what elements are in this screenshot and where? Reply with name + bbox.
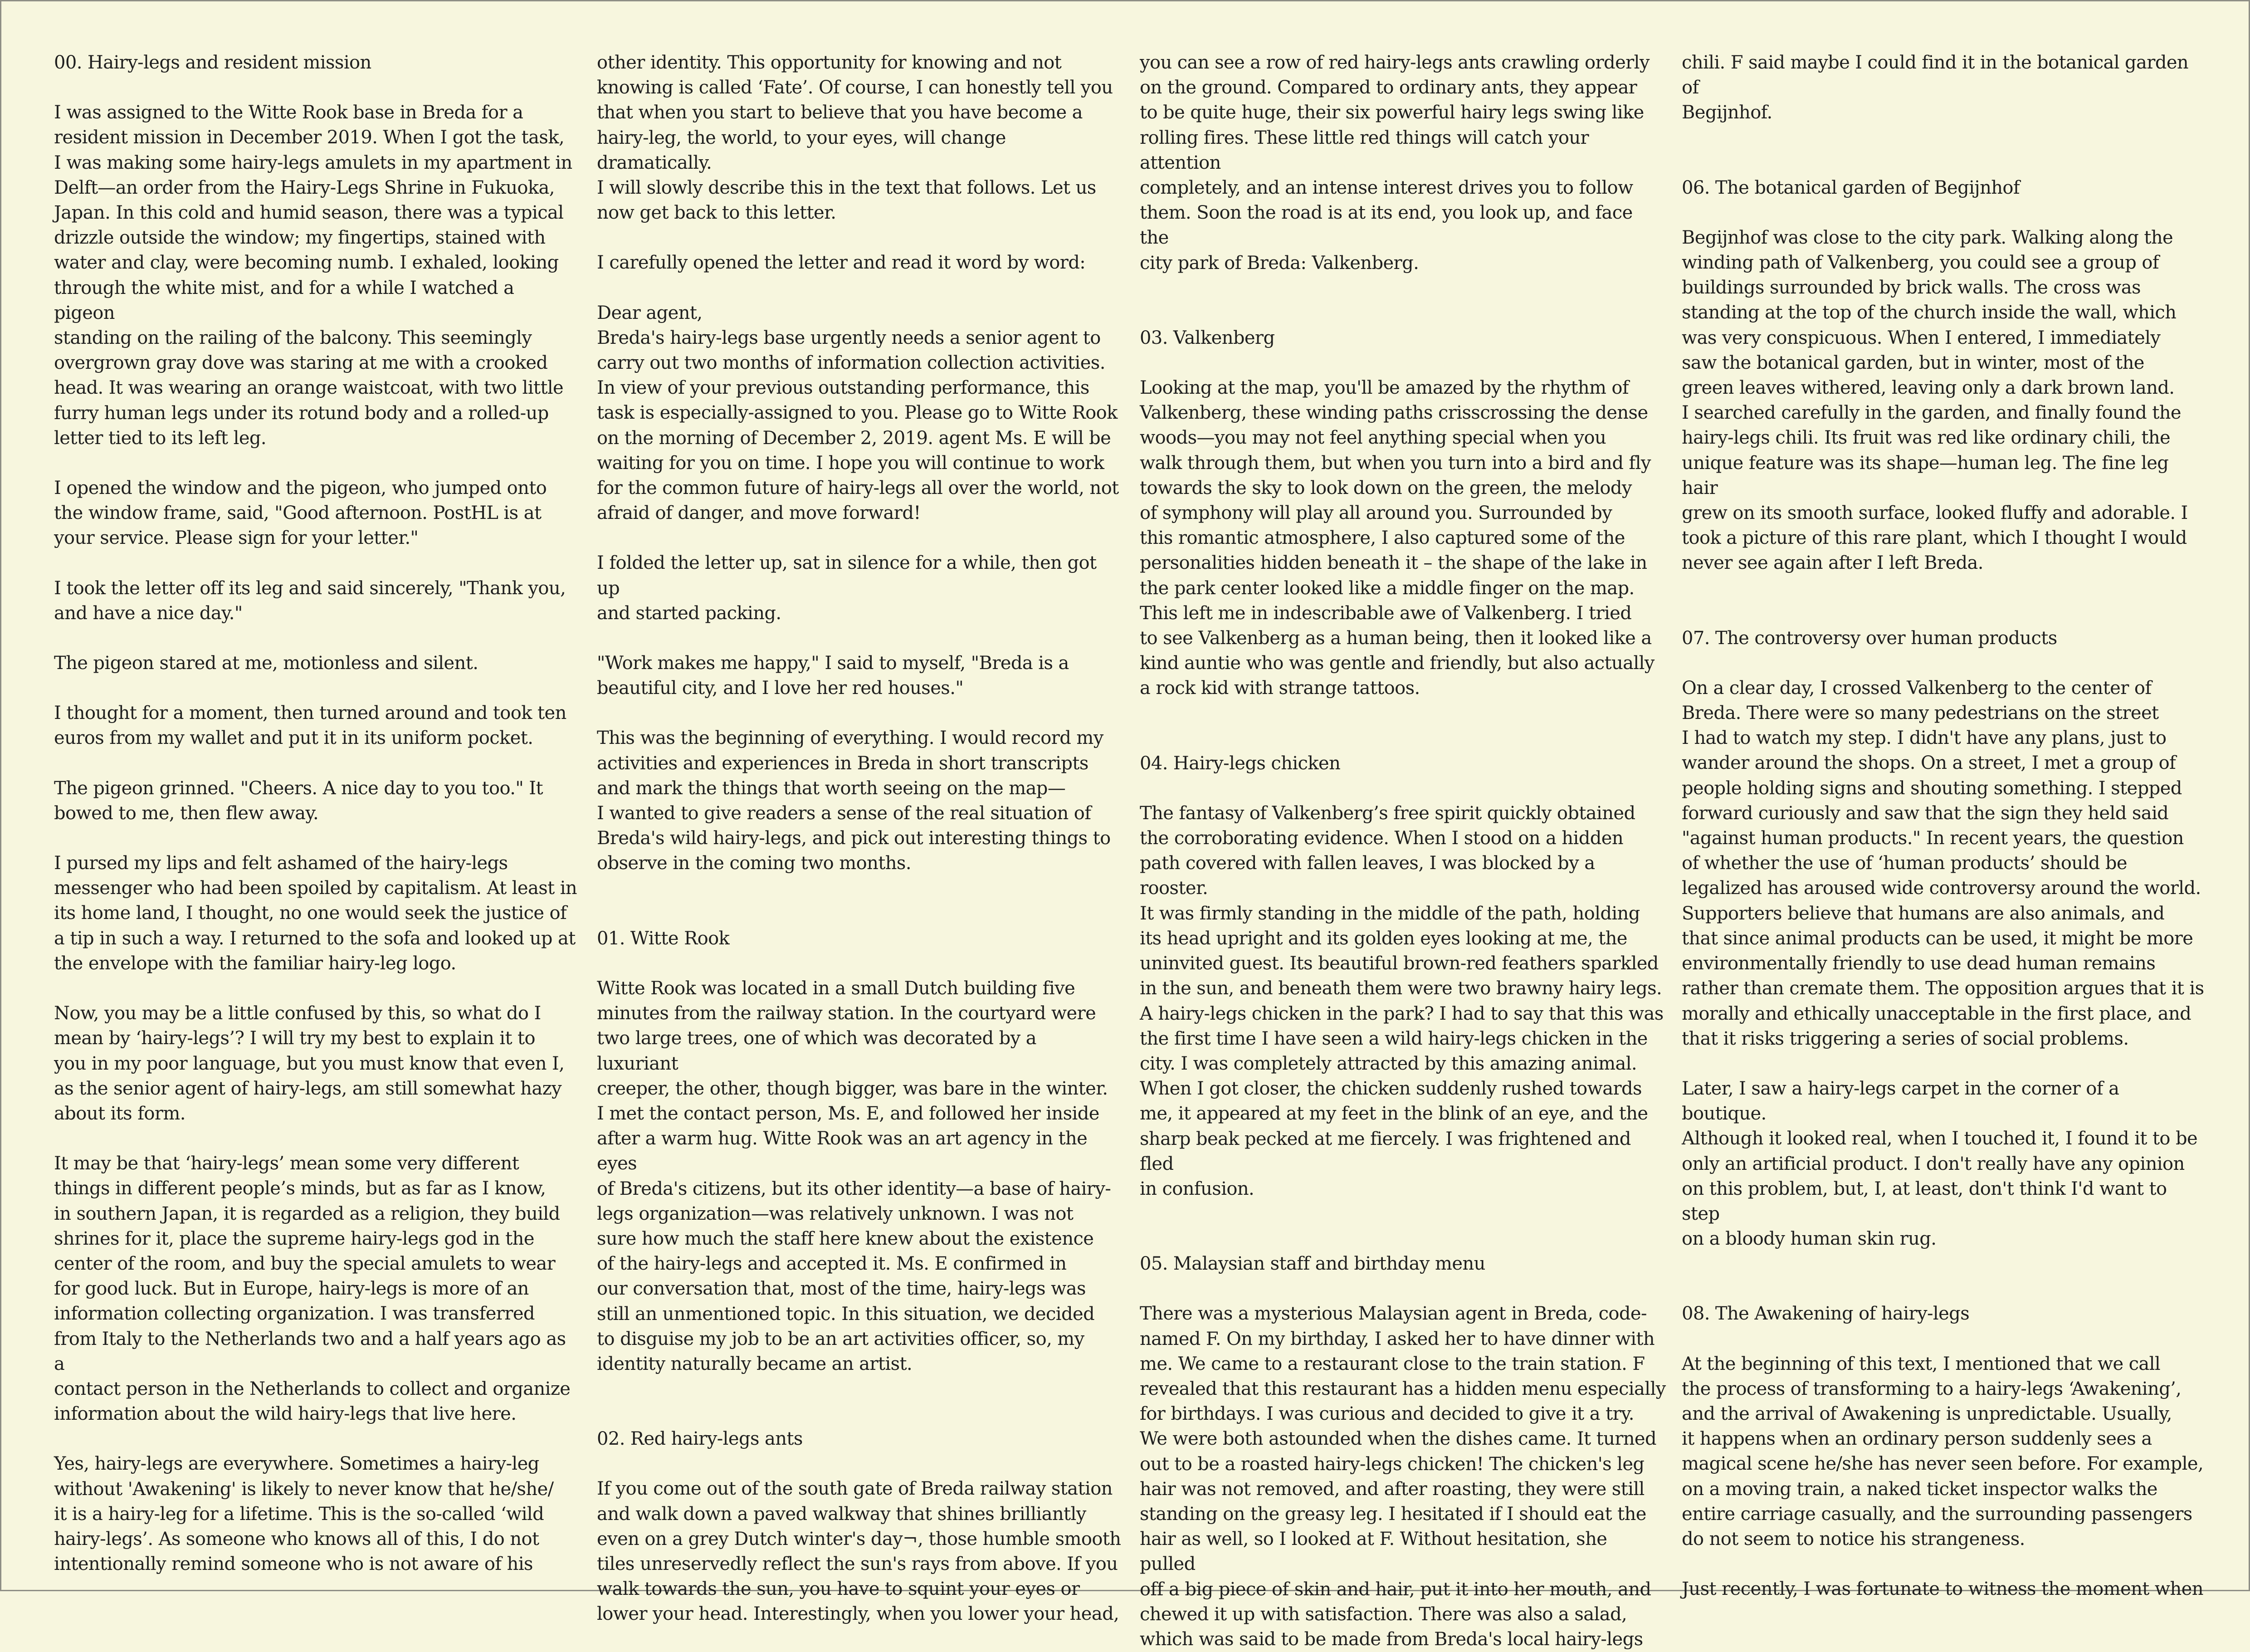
paragraph (54, 1452, 580, 1577)
text-line: When I got closer, the chicken suddenly rushed towards (1140, 1078, 1642, 1100)
text-line: woods—you may not feel anything special when you (1140, 427, 1606, 449)
text-line: its home land, I thought, no one would seek the justice of (54, 903, 567, 924)
text-line: me, it appeared at my feet in the blink of an eye, and the (1140, 1103, 1648, 1124)
text-line: Witte Rook was located in a small Dutch building five (597, 978, 1075, 999)
text-line: center of the room, and buy the special amulets to wear (54, 1253, 556, 1274)
text-line: after a warm hug. Witte Rook was an art agency in the eyes (597, 1128, 1088, 1174)
paragraph (1682, 1076, 2208, 1251)
text-line: even on a grey Dutch winter's day¬, those humble smooth (597, 1528, 1121, 1549)
text-line: standing at the top of the church inside the wall, which (1682, 302, 2177, 323)
text-line: This left me in indescribable awe of Valkenberg. I tried (1140, 602, 1632, 624)
paragraph (54, 851, 580, 976)
text-line: named F. On my birthday, I asked her to have dinner with (1140, 1328, 1655, 1349)
text-line: I folded the letter up, sat in silence for a while, then got up (597, 552, 1097, 599)
text-line: drizzle outside the window; my fingertips, stained with (54, 227, 546, 249)
text-line: Yes, hairy-legs are everywhere. Sometimes a hairy-leg (54, 1453, 539, 1475)
text-line: uninvited guest. Its beautiful brown-red feathers sparkled (1140, 953, 1659, 974)
text-line: We were both astounded when the dishes came. It turned (1140, 1428, 1656, 1450)
text-line: standing on the greasy leg. I hesitated if I should eat the (1140, 1503, 1646, 1525)
text-line: I pursed my lips and felt ashamed of the hairy-legs (54, 853, 508, 874)
text-line: and walk down a paved walkway that shines brilliantly (597, 1503, 1086, 1525)
text-column-3 (1140, 50, 1666, 1652)
text-line: a rock kid with strange tattoos. (1140, 678, 1420, 699)
paragraph (1140, 50, 1666, 276)
text-line: hairy-legs’. As someone who knows all of this, I do not (54, 1528, 539, 1549)
text-line: this romantic atmosphere, I also captured some of the (1140, 528, 1625, 549)
text-line: in southern Japan, it is regarded as a religion, they build (54, 1203, 560, 1224)
text-line: Japan. In this cold and humid season, there was a typical (54, 202, 564, 224)
text-line: identity naturally became an artist. (597, 1353, 913, 1374)
text-line: There was a mysterious Malaysian agent in Breda, code- (1140, 1303, 1647, 1325)
text-line: forward curiously and saw that the sign they held said (1682, 802, 2169, 824)
text-line: still an unmentioned topic. In this situation, we decided (597, 1303, 1095, 1325)
text-line: mean by ‘hairy-legs’? I will try my best to explain it to (54, 1028, 536, 1049)
text-line: hairy-legs chili. Its fruit was red like ordinary chili, the (1682, 427, 2171, 449)
paragraph (1682, 50, 2208, 126)
section-heading: 05. Malaysian staff and birthday menu (1140, 1253, 1485, 1275)
text-line: in confusion. (1140, 1178, 1254, 1199)
text-line: On a clear day, I crossed Valkenberg to the center of (1682, 677, 2152, 699)
text-line: information about the wild hairy-legs that live here. (54, 1403, 517, 1425)
text-line: off a big piece of skin and hair, put it into her mouth, and (1140, 1579, 1651, 1600)
paragraph (597, 726, 1123, 876)
paragraph (1140, 801, 1666, 1202)
text-line: hair was not removed, and after roasting, they were still (1140, 1478, 1645, 1500)
text-line: magical scene he/she has never seen before. For example, (1682, 1453, 2204, 1475)
text-line: This was the beginning of everything. I would record my (597, 728, 1103, 749)
text-line: chili. F said maybe I could find it in the botanical garden of (1682, 52, 2189, 98)
text-line: In view of your previous outstanding performance, this (597, 377, 1089, 399)
paragraph (597, 301, 1123, 526)
text-line: do not seem to notice his strangeness. (1682, 1528, 2025, 1549)
text-line: it is a hairy-leg for a lifetime. This is the so-called ‘wild (54, 1503, 544, 1525)
section-heading: 03. Valkenberg (1140, 327, 1275, 348)
text-line: on a moving train, a naked ticket inspector walks the (1682, 1478, 2157, 1500)
text-line: from Italy to the Netherlands two and a half years ago as a (54, 1328, 566, 1374)
text-line: and the arrival of Awakening is unpredictable. Usually, (1682, 1403, 2172, 1424)
paragraph (597, 651, 1123, 701)
text-line: on the ground. Compared to ordinary ants, they appear (1140, 77, 1637, 98)
text-line: overgrown gray dove was staring at me with a crooked (54, 352, 548, 374)
text-line: the park center looked like a middle finger on the map. (1140, 577, 1635, 599)
text-line: rather than cremate them. The opposition argues that it is (1682, 978, 2204, 999)
text-line: Begijnhof. (1682, 102, 1772, 123)
text-line: that when you start to believe that you have become a (597, 102, 1083, 123)
text-line: without 'Awakening' is likely to never know that he/she/ (54, 1478, 554, 1500)
text-line: Valkenberg, these winding paths crisscrossing the dense (1140, 402, 1648, 424)
text-line: Begijnhof was close to the city park. Walking along the (1682, 227, 2173, 248)
text-line: I met the contact person, Ms. E, and followed her inside (597, 1103, 1099, 1124)
text-line: intentionally remind someone who is not aware of his (54, 1554, 533, 1575)
text-line: Now, you may be a little confused by this, so what do I (54, 1003, 541, 1024)
text-line: I was assigned to the Witte Rook base in Breda for a (54, 102, 523, 123)
text-line: I will slowly describe this in the text that follows. Let us (597, 177, 1096, 199)
text-line: If you come out of the south gate of Breda railway station (597, 1478, 1113, 1500)
text-line: sharp beak pecked at me fiercely. I was frightened and fled (1140, 1128, 1631, 1174)
text-line: that since animal products can be used, it might be more (1682, 928, 2193, 949)
text-line: its head upright and its golden eyes looking at me, the (1140, 928, 1627, 949)
text-line: your service. Please sign for your letter." (54, 528, 419, 549)
text-line: standing on the railing of the balcony. This seemingly (54, 327, 532, 349)
text-line: a tip in such a way. I returned to the sofa and looked up at (54, 928, 576, 949)
paragraph (54, 476, 580, 551)
text-line: information collecting organization. I was transferred (54, 1303, 535, 1325)
text-line: Later, I saw a hairy-legs carpet in the corner of a boutique. (1682, 1078, 2119, 1124)
text-line: It may be that ‘hairy-legs’ mean some very different (54, 1153, 519, 1174)
paragraph (597, 250, 1123, 275)
text-line: knowing is called ‘Fate’. Of course, I can honestly tell you (597, 77, 1113, 98)
text-line: buildings surrounded by brick walls. The cross was (1682, 277, 2141, 298)
section-heading: 06. The botanical garden of Begijnhof (1682, 177, 2020, 198)
text-line: that it risks triggering a series of social problems. (1682, 1028, 2129, 1049)
text-line: I searched carefully in the garden, and finally found the (1682, 402, 2181, 424)
text-line: it happens when an ordinary person suddenly sees a (1682, 1428, 2152, 1450)
paragraph (54, 1001, 580, 1126)
text-line: never see again after I left Breda. (1682, 552, 1983, 574)
text-line: walk through them, but when you turn into a bird and fly (1140, 452, 1651, 474)
text-line: the corroborating evidence. When I stood on a hidden (1140, 828, 1623, 849)
text-line: two large trees, one of which was decorated by a luxuriant (597, 1028, 1036, 1074)
text-line: I was making some hairy-legs amulets in my apartment in (54, 152, 572, 173)
text-line: I took the letter off its leg and said sincerely, "Thank you, (54, 577, 566, 599)
paragraph (54, 100, 580, 451)
text-line: revealed that this restaurant has a hidden menu especially (1140, 1378, 1666, 1399)
text-line: took a picture of this rare plant, which I thought I would (1682, 528, 2187, 549)
text-line: Looking at the map, you'll be amazed by the rhythm of (1140, 377, 1629, 399)
paragraph (54, 776, 580, 826)
text-line: head. It was wearing an orange waistcoat, with two little (54, 377, 564, 399)
text-line: the process of transforming to a hairy-legs ‘Awakening’, (1682, 1378, 2182, 1399)
text-line: "Work makes me happy," I said to myself, "Breda is a (597, 653, 1069, 674)
text-line: was very conspicuous. When I entered, I immediately (1682, 327, 2161, 348)
text-line: Breda's wild hairy-legs, and pick out interesting things to (597, 828, 1111, 849)
text-line: Breda's hairy-legs base urgently needs a senior agent to (597, 327, 1101, 348)
text-line: waiting for you on time. I hope you will continue to work (597, 452, 1104, 474)
text-line: The fantasy of Valkenberg’s free spirit quickly obtained (1140, 802, 1635, 824)
text-line: as the senior agent of hairy-legs, am still somewhat hazy (54, 1078, 562, 1099)
text-line: path covered with fallen leaves, I was blocked by a rooster. (1140, 853, 1595, 899)
text-line: and have a nice day." (54, 602, 243, 624)
text-line: in the sun, and beneath them were two brawny hairy legs. (1140, 978, 1662, 999)
text-line: lower your head. Interestingly, when you lower your head, (597, 1603, 1119, 1625)
text-line: hair as well, so I looked at F. Without hesitation, she pulled (1140, 1529, 1607, 1575)
text-line: Although it looked real, when I touched it, I found it to be (1682, 1128, 2198, 1149)
text-line: euros from my wallet and put it in its uniform pocket. (54, 728, 533, 749)
section-heading: 04. Hairy-legs chicken (1140, 753, 1341, 774)
paragraph (1682, 1577, 2208, 1602)
section-heading: 07. The controversy over human products (1682, 627, 2057, 649)
text-line: minutes from the railway station. In the courtyard were (597, 1003, 1096, 1024)
text-line: which was said to be made from Breda's local hairy-legs (1140, 1628, 1643, 1650)
text-line: out to be a roasted hairy-legs chicken! The chicken's leg (1140, 1453, 1645, 1475)
text-line: It was firmly standing in the middle of the path, holding (1140, 903, 1640, 924)
text-line: walk towards the sun, you have to squint your eyes or (597, 1579, 1080, 1600)
text-line: the window frame, said, "Good afternoon. PostHL is at (54, 503, 542, 524)
text-line: people holding signs and shouting something. I stepped (1682, 777, 2182, 799)
text-line: you can see a row of red hairy-legs ants crawling orderly (1140, 52, 1650, 73)
paragraph (54, 576, 580, 626)
section-heading: 01. Witte Rook (597, 928, 730, 949)
text-line: I opened the window and the pigeon, who jumped onto (54, 478, 547, 499)
text-line: towards the sky to look down on the green, the melody (1140, 477, 1632, 499)
text-line: environmentally friendly to use dead human remains (1682, 953, 2156, 974)
paragraph (1682, 676, 2208, 1051)
text-line: afraid of danger, and move forward! (597, 503, 921, 524)
text-line: At the beginning of this text, I mentioned that we call (1682, 1353, 2161, 1374)
text-line: legs organization—was relatively unknown. I was not (597, 1203, 1074, 1224)
text-line: winding path of Valkenberg, you could see a group of (1682, 252, 2159, 274)
text-line: of the hairy-legs and accepted it. Ms. E confirmed in (597, 1253, 1067, 1275)
paragraph (54, 701, 580, 751)
text-line: A hairy-legs chicken in the park? I had to say that this was (1140, 1003, 1664, 1024)
text-line: contact person in the Netherlands to collect and organize (54, 1378, 571, 1399)
text-line: shrines for it, place the supreme hairy-legs god in the (54, 1228, 534, 1249)
text-line: bowed to me, then flew away. (54, 802, 319, 824)
paragraph (597, 1476, 1123, 1627)
text-line: the envelope with the familiar hairy-leg logo. (54, 953, 456, 974)
text-line: sure how much the staff here knew about the existence (597, 1228, 1094, 1249)
text-line: them. Soon the road is at its end, you look up, and face the (1140, 202, 1633, 249)
text-line: beautiful city, and I love her red houses." (597, 678, 964, 699)
text-line: carry out two months of information collection activities. (597, 352, 1105, 374)
text-line: Just recently, I was fortunate to witness the moment when (1682, 1579, 2203, 1600)
text-line: the first time I have seen a wild hairy-legs chicken in the (1140, 1028, 1648, 1049)
text-line: The pigeon stared at me, motionless and silent. (54, 653, 478, 674)
text-line: on a bloody human skin rug. (1682, 1228, 1937, 1250)
text-column-2 (597, 50, 1123, 1627)
text-line: me. We came to a restaurant close to the train station. F (1140, 1353, 1645, 1374)
text-line: Supporters believe that humans are also animals, and (1682, 903, 2165, 924)
text-line: city park of Breda: Valkenberg. (1140, 252, 1419, 274)
text-line: saw the botanical garden, but in winter, most of the (1682, 352, 2144, 373)
paragraph (597, 551, 1123, 626)
text-line: rolling fires. These little red things will catch your attention (1140, 127, 1589, 173)
text-line: to be quite huge, their six powerful hairy legs swing like (1140, 102, 1644, 123)
paragraph (1682, 225, 2208, 576)
text-line: I wanted to give readers a sense of the real situation of (597, 803, 1091, 824)
text-column-4 (1682, 50, 2208, 1602)
text-line: for birthdays. I was curious and decided to give it a try. (1140, 1403, 1634, 1425)
text-line: I carefully opened the letter and read it word by word: (597, 252, 1086, 274)
text-line: creeper, the other, though bigger, was bare in the winter. (597, 1078, 1108, 1099)
text-line: you in my poor language, but you must know that even I, (54, 1053, 565, 1074)
text-line: green leaves withered, leaving only a dark brown land. (1682, 377, 2175, 399)
text-line: Dear agent, (597, 302, 703, 323)
paragraph (1140, 376, 1666, 701)
text-line: things in different people’s minds, but as far as I know, (54, 1178, 546, 1199)
text-line: observe in the coming two months. (597, 853, 911, 874)
text-line: entire carriage casually, and the surrounding passengers (1682, 1503, 2192, 1525)
paragraph (1140, 1301, 1666, 1652)
paragraph (1682, 1352, 2208, 1552)
section-heading: 08. The Awakening of hairy-legs (1682, 1303, 1970, 1325)
text-line: completely, and an intense interest drives you to follow (1140, 177, 1633, 199)
text-line: unique feature was its shape—human leg. The fine leg hair (1682, 452, 2169, 499)
text-line: morally and ethically unacceptable in the first place, and (1682, 1003, 2191, 1024)
text-line: city. I was completely attracted by this amazing animal. (1140, 1053, 1637, 1074)
text-line: about its form. (54, 1103, 185, 1124)
paragraph (597, 50, 1123, 225)
text-line: water and clay, were becoming numb. I exhaled, looking (54, 252, 559, 274)
text-line: for good luck. But in Europe, hairy-legs is more of an (54, 1278, 529, 1300)
text-line: on the morning of December 2, 2019. agent Ms. E will be (597, 427, 1111, 449)
section-heading: 02. Red hairy-legs ants (597, 1428, 803, 1450)
paragraph (54, 651, 580, 676)
text-line: other identity. This opportunity for knowing and not (597, 52, 1062, 73)
text-line: Delft—an order from the Hairy-Legs Shrine in Fukuoka, (54, 177, 555, 198)
text-line: letter tied to its left leg. (54, 427, 267, 449)
text-line: furry human legs under its rotund body and a rolled-up (54, 402, 549, 424)
text-line: now get back to this letter. (597, 202, 836, 224)
text-line: to disguise my job to be an art activities officer, so, my (597, 1328, 1084, 1349)
text-line: on this problem, but, I, at least, don't think I'd want to step (1682, 1178, 2167, 1224)
text-line: chewed it up with satisfaction. There was also a salad, (1140, 1603, 1627, 1625)
text-column-1 (54, 50, 580, 1577)
text-line: only an artificial product. I don't really have any opinion (1682, 1153, 2185, 1174)
text-line: Breda. There were so many pedestrians on the street (1682, 703, 2159, 724)
text-line: I thought for a moment, then turned around and took ten (54, 703, 566, 724)
text-line: and started packing. (597, 602, 781, 624)
text-line: messenger who had been spoiled by capitalism. At least in (54, 878, 577, 899)
text-line: "against human products." In recent years, the question (1682, 828, 2184, 849)
text-line: and mark the things that worth seeing on the map— (597, 777, 1066, 799)
text-line: tiles unreservedly reflect the sun's rays from above. If you (597, 1553, 1118, 1574)
text-line: for the common future of hairy-legs all over the world, not (597, 478, 1119, 499)
text-line: I had to watch my step. I didn't have any plans, just to (1682, 728, 2167, 749)
section-heading: 00. Hairy-legs and resident mission (54, 52, 371, 73)
text-line: resident mission in December 2019. When I got the task, (54, 127, 565, 148)
text-line: our conversation that, most of the time, hairy-legs was (597, 1278, 1086, 1300)
text-line: personalities hidden beneath it – the shape of the lake in (1140, 552, 1647, 574)
text-line: grew on its smooth surface, looked fluffy and adorable. I (1682, 503, 2188, 524)
text-line: wander around the shops. On a street, I met a group of (1682, 753, 2176, 774)
text-line: task is especially-assigned to you. Please go to Witte Rook (597, 402, 1118, 424)
text-line: legalized has aroused wide controversy around the world. (1682, 878, 2201, 899)
text-line: The pigeon grinned. "Cheers. A nice day to you too." It (54, 777, 543, 799)
text-line: of Breda's citizens, but its other identity—a base of hairy- (597, 1178, 1111, 1199)
text-line: activities and experiences in Breda in short transcripts (597, 753, 1088, 774)
text-line: to see Valkenberg as a human being, then it looked like a (1140, 628, 1652, 649)
text-line: kind auntie who was gentle and friendly, but also actually (1140, 653, 1655, 674)
text-line: through the white mist, and for a while I watched a pigeon (54, 277, 514, 323)
paragraph (597, 976, 1123, 1377)
text-line: of symphony will play all around you. Surrounded by (1140, 503, 1612, 524)
text-line: of whether the use of ‘human products’ should be (1682, 853, 2127, 874)
paragraph (54, 1151, 580, 1427)
text-line: hairy-leg, the world, to your eyes, will change dramatically. (597, 127, 1006, 173)
